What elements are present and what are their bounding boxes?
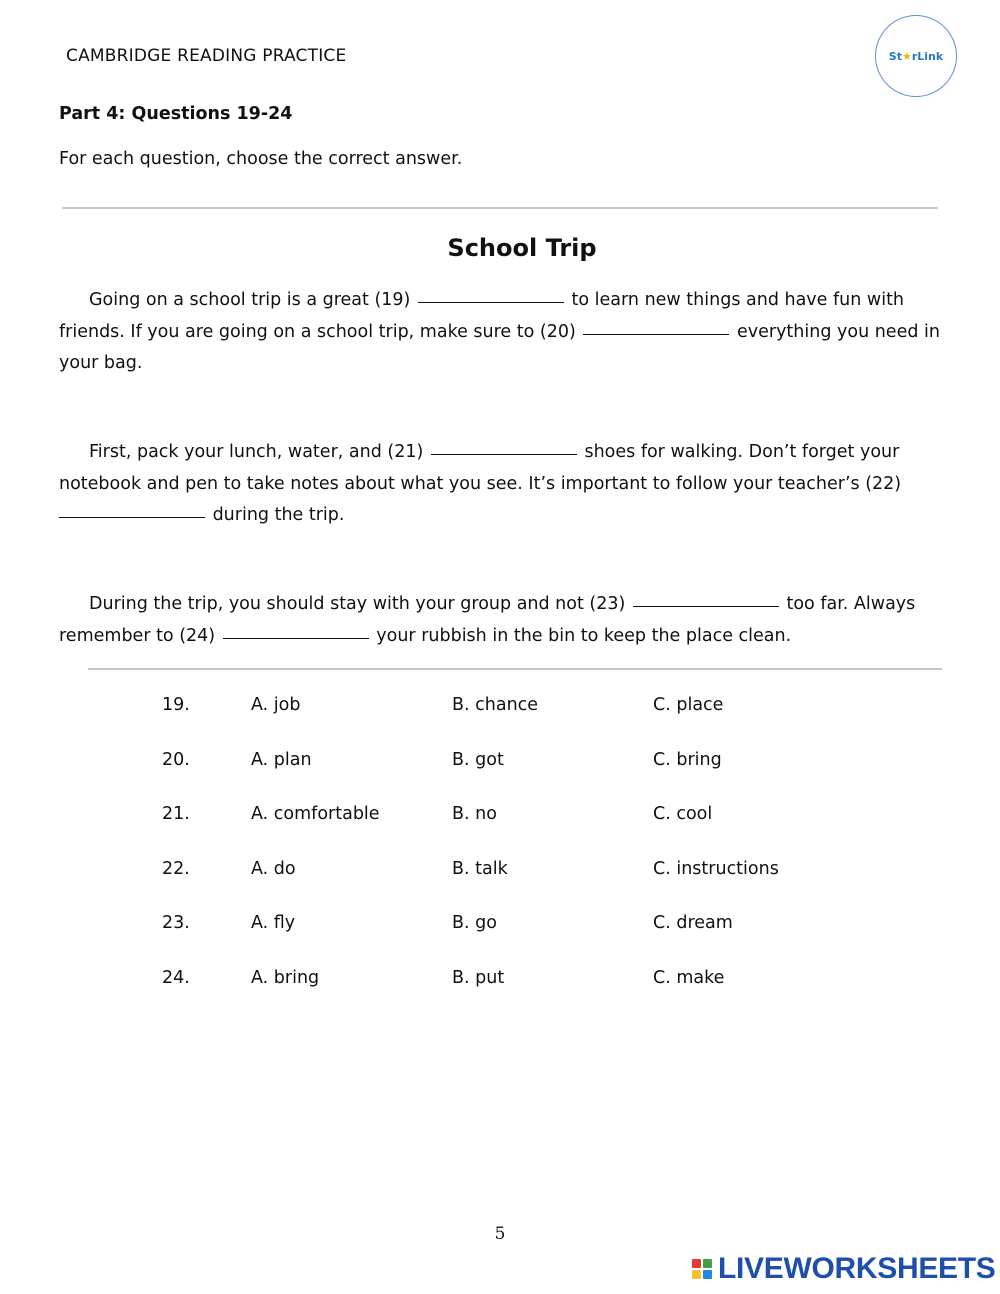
story-title: School Trip — [447, 234, 597, 262]
answer-blank-21[interactable] — [431, 453, 577, 455]
option-b[interactable]: B. put — [452, 967, 505, 988]
mark-square-yellow — [692, 1270, 701, 1279]
starlink-logo-text: St★rLink — [888, 49, 944, 63]
answer-blank-20[interactable] — [583, 333, 729, 335]
answer-blank-19[interactable] — [418, 301, 564, 303]
option-a[interactable]: A. do — [251, 858, 296, 879]
question-number: 23. — [162, 913, 190, 934]
question-number: 20. — [162, 749, 190, 770]
option-b[interactable]: B. got — [452, 749, 504, 770]
option-c[interactable]: C. dream — [653, 913, 733, 934]
liveworksheets-logo — [692, 1252, 996, 1286]
option-b[interactable]: B. talk — [452, 858, 508, 879]
option-b[interactable]: B. chance — [452, 695, 539, 715]
liveworksheets-wordmark: LIVEWORKSHEETS — [718, 1252, 996, 1285]
worksheet-header-title: CAMBRIDGE READING PRACTICE — [66, 46, 347, 66]
options-row-22 — [0, 854, 1000, 909]
liveworksheets-mark-icon — [692, 1259, 712, 1279]
options-table — [0, 690, 1000, 1018]
mark-square-red — [692, 1259, 701, 1268]
option-a[interactable]: A. plan — [251, 749, 312, 770]
divider-top — [62, 207, 938, 209]
option-c[interactable]: C. make — [653, 967, 725, 988]
answer-blank-22[interactable] — [59, 516, 205, 518]
option-b[interactable]: B. no — [452, 804, 497, 825]
option-a[interactable]: A. bring — [251, 967, 320, 988]
option-b[interactable]: B. go — [452, 913, 497, 934]
question-number: 19. — [162, 695, 190, 715]
option-c[interactable]: C. place — [653, 695, 724, 715]
star-icon: ★ — [901, 49, 912, 63]
option-a[interactable]: A. fly — [251, 913, 296, 934]
starlink-logo — [875, 15, 957, 97]
question-number: 22. — [162, 858, 190, 879]
paragraph-1: Going on a school trip is a great (19) to learn new things and have fun with friends. If you are going on a school trip, make sure to (20) everything you need in your bag. — [59, 290, 940, 373]
options-row-23 — [0, 908, 1000, 963]
question-number: 24. — [162, 967, 190, 988]
option-c[interactable]: C. cool — [653, 804, 713, 825]
options-row-19 — [0, 690, 1000, 745]
options-row-24 — [0, 963, 1000, 1018]
part-heading: Part 4: Questions 19-24 — [59, 104, 293, 124]
paragraph-3: During the trip, you should stay with your group and not (23) too far. Always remember to (24) your rubbish in the bin to keep the place clean. — [59, 594, 916, 646]
question-number: 21. — [162, 804, 190, 825]
page-number: 5 — [494, 1224, 506, 1244]
mark-square-green — [703, 1259, 712, 1268]
answer-blank-23[interactable] — [633, 605, 779, 607]
option-c[interactable]: C. instructions — [653, 858, 779, 879]
options-row-20 — [0, 745, 1000, 800]
options-row-21 — [0, 799, 1000, 854]
option-a[interactable]: A. comfortable — [251, 804, 380, 825]
paragraph-2: First, pack your lunch, water, and (21) shoes for walking. Don’t forget your notebook and pen to take notes about what you see. It’s important to follow your teacher’s (22) during the trip. — [59, 442, 902, 525]
answer-blank-24[interactable] — [223, 637, 369, 639]
mark-square-blue — [703, 1270, 712, 1279]
instruction-text: For each question, choose the correct answer. — [59, 149, 463, 169]
divider-bottom — [88, 668, 942, 670]
option-c[interactable]: C. bring — [653, 749, 722, 770]
option-a[interactable]: A. job — [251, 695, 301, 715]
